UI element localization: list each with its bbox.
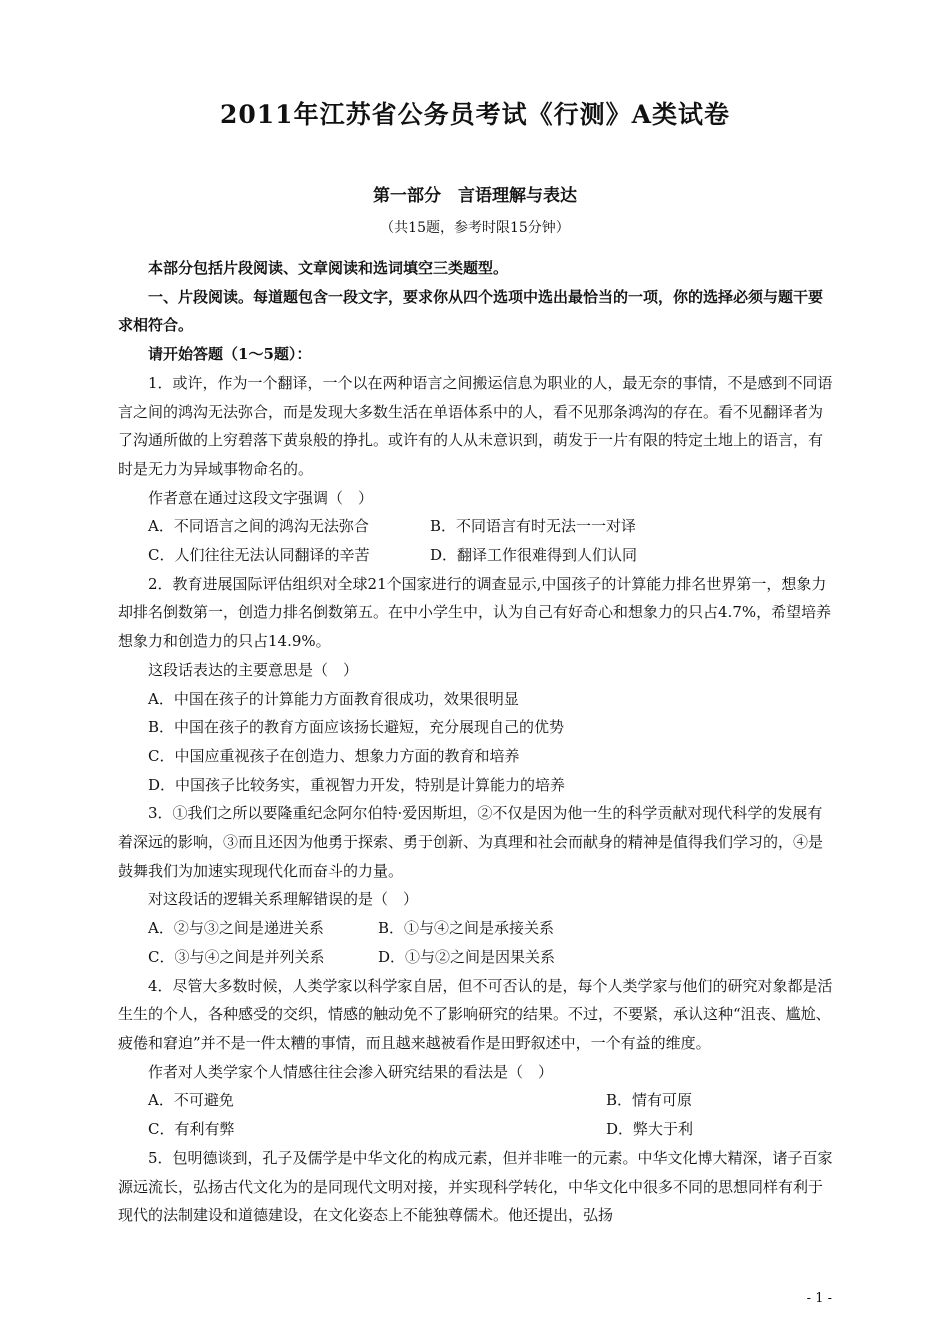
question-3-stem: 3．①我们之所以要隆重纪念阿尔伯特·爱因斯坦，②不仅是因为他一生的科学贡献对现代科学的发展有着深远的影响，③而且还因为他勇于探索、勇于创新、为真理和社会而献身的精神是值得我们学习的，④是鼓舞我们为加速实现现代化而奋斗的力量。 (118, 804, 824, 880)
question-4-option-d: D．弊大于利 (606, 1120, 694, 1139)
question-4-prompt: 作者对人类学家个人情感往往会渗入研究结果的看法是（ ） (148, 1062, 554, 1081)
question-4-stem: 4．尽管大多数时候，人类学家以科学家自居，但不可否认的是，每个人类学家与他们的研究对象都是活生生的个人，各种感受的交织，情感的触动免不了影响研究的结果。不过，不要紧，承认这种“沮丧、尴尬、疲倦和窘迫”并不是一件太糟的事情，而且越来越被看作是田野叙述中，一个有益的维度。 (118, 976, 833, 1052)
question-3-options-row-2 (118, 943, 834, 972)
question-3-option-b: B．①与④之间是承接关系 (378, 919, 555, 938)
question-4-option-c: C．有利有弊 (148, 1120, 235, 1139)
question-3-options-row-1 (118, 914, 834, 943)
question-1-prompt: 作者意在通过这段文字强调（ ） (148, 488, 374, 507)
question-4-option-b: B．情有可原 (606, 1091, 693, 1110)
question-3-option-c: C．③与④之间是并列关系 (148, 947, 325, 966)
question-2-option-c: C．中国应重视孩子在创造力、想象力方面的教育和培养 (148, 746, 520, 765)
document-title: 2011年江苏省公务员考试《行测》A类试卷 (220, 100, 730, 129)
question-4-options-row-2 (118, 1115, 834, 1144)
question-2-stem: 2．教育进展国际评估组织对全球21个国家进行的调查显示,中国孩子的计算能力排名世界第一，想象力却排名倒数第一，创造力排名倒数第五。在中小学生中，认为自己有好奇心和想象力的只占4.7%，希望培养想象力和创造力的只占14.9%。 (118, 574, 832, 651)
question-1-option-d: D．翻译工作很难得到人们认同 (430, 546, 638, 565)
section-note: （共15题，参考时限15分钟） (380, 220, 570, 236)
question-2-option-b: B．中国在孩子的教育方面应该扬长避短，充分展现自己的优势 (148, 718, 565, 737)
question-3-option-a: A．②与③之间是递进关系 (148, 919, 324, 938)
intro-text: 本部分包括片段阅读、文章阅读和选词填空三类题型。 (148, 259, 509, 277)
section-title: 第一部分 言语理解与表达 (373, 186, 577, 206)
question-1-option-b: B．不同语言有时无法一一对译 (430, 517, 637, 536)
page-number: - 1 - (806, 1291, 832, 1306)
question-3-option-d: D．①与②之间是因果关系 (378, 947, 556, 966)
question-1-options-row-1 (118, 512, 834, 541)
question-1-option-c: C．人们往往无法认同翻译的辛苦 (148, 546, 370, 565)
part-heading: 一、片段阅读。每道题包含一段文字，要求你从四个选项中选出最恰当的一项，你的选择必须与题干要求相符合。 (118, 287, 824, 335)
question-4-option-a: A．不可避免 (148, 1091, 234, 1110)
question-5-stem: 5．包明德谈到，孔子及儒学是中华文化的构成元素，但并非唯一的元素。中华文化博大精深，诸子百家源远流长，弘扬古代文化为的是同现代文明对接，并实现科学转化，中华文化中很多不同的思想同样有利于现代的法制建设和道德建设，在文化姿态上不能独尊儒术。他还提出，弘扬 (118, 1148, 833, 1225)
document-body (118, 254, 834, 1230)
question-4-options-row-1 (118, 1086, 834, 1115)
question-2-prompt: 这段话表达的主要意思是（ ） (148, 660, 359, 679)
question-1-option-a: A．不同语言之间的鸿沟无法弥合 (148, 517, 369, 536)
start-prompt: 请开始答题（1～5题）： (148, 345, 312, 364)
question-1-stem: 1．或许，作为一个翻译，一个以在两种语言之间搬运信息为职业的人，最无奈的事情，不是感到不同语言之间的鸿沟无法弥合，而是发现大多数生活在单语体系中的人，看不见那条鸿沟的存在。看不见翻译者为了沟通所做的上穷碧落下黄泉般的挣扎。或许有的人从未意识到，萌发于一片有限的特定土地上的语言，有时是无力为异域事物命名的。 (118, 373, 833, 478)
question-1-options-row-2 (118, 541, 834, 570)
question-3-prompt: 对这段话的逻辑关系理解错误的是（ ） (148, 890, 419, 909)
question-2-option-d: D．中国孩子比较务实，重视智力开发，特别是计算能力的培养 (148, 775, 566, 794)
question-2-option-a: A．中国在孩子的计算能力方面教育很成功，效果很明显 (148, 689, 519, 708)
